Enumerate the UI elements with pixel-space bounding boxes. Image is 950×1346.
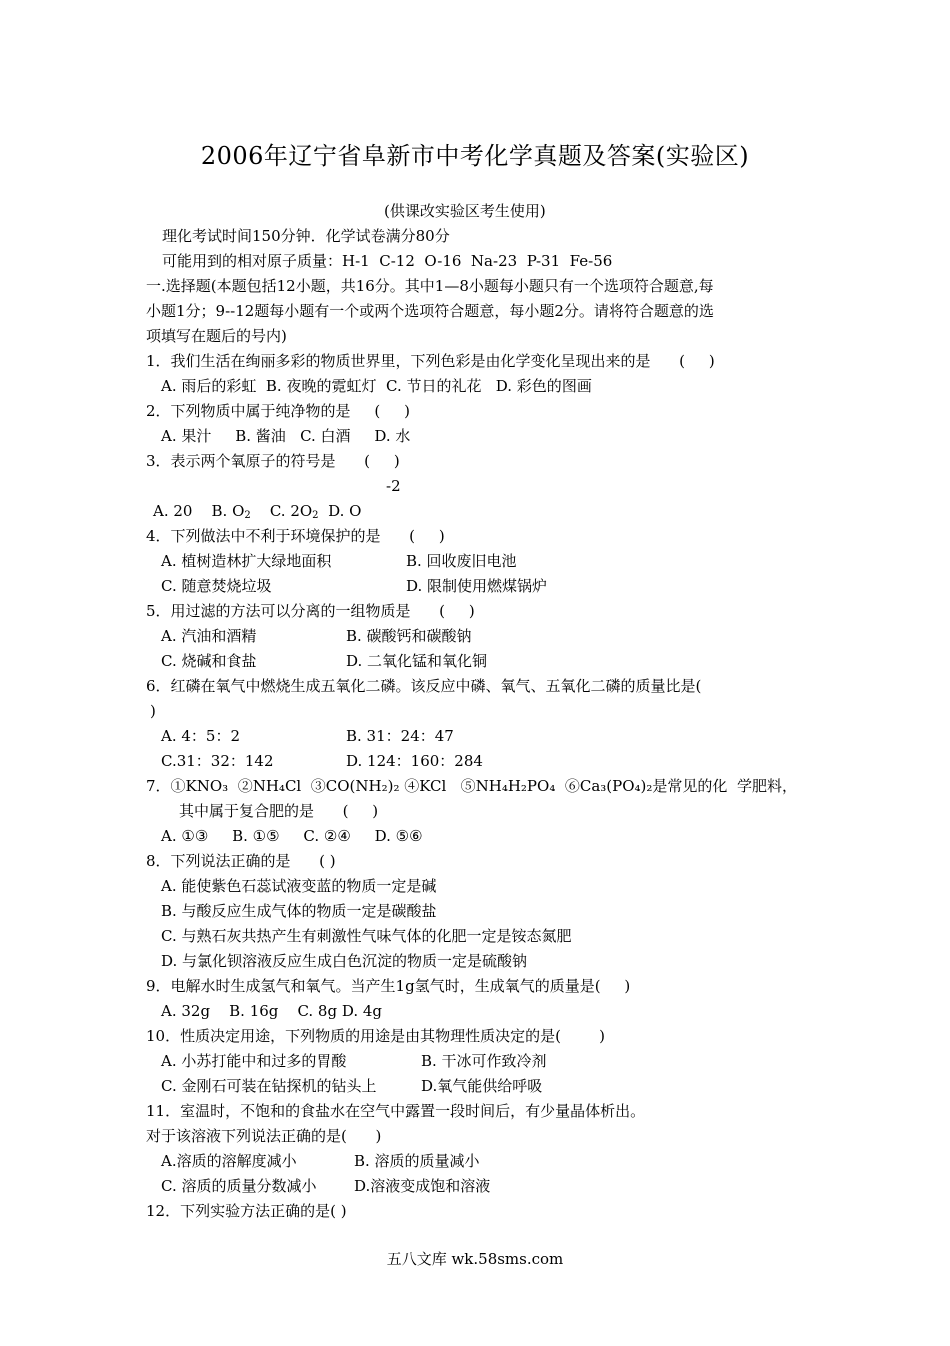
subtitle: (供课改实验区考生使用) xyxy=(384,202,546,220)
question-3-options: A. 20 B. $O_2$ C. $2O_2$ D. O xyxy=(153,502,362,521)
question-4-option-d: D. 限制使用燃煤锅炉 xyxy=(406,577,548,595)
question-11-option-a: A.溶质的溶解度减小 xyxy=(161,1152,297,1170)
question-6-option-d: D. 124：160：284 xyxy=(346,752,483,770)
question-5-stem: 5．用过滤的方法可以分离的一组物质是 ( ) xyxy=(146,602,475,620)
question-8-option-b: B. 与酸反应生成气体的物质一定是碳酸盐 xyxy=(161,902,437,920)
question-4-option-c: C. 随意焚烧垃圾 xyxy=(161,577,272,595)
question-6-option-a: A. 4：5：2 xyxy=(161,727,240,745)
question-9-options: A. 32g B. 16g C. 8g D. 4g xyxy=(161,1002,383,1020)
question-5-option-b: B. 碳酸钙和碳酸钠 xyxy=(346,627,472,645)
question-4-option-a: A. 植树造林扩大绿地面积 xyxy=(161,552,332,570)
section-heading-line-2: 小题1分；9--12题每小题有一个或两个选项符合题意，每小题2分。请将符合题意的选 xyxy=(146,302,714,320)
footer-watermark: 五八文库 wk.58sms.com xyxy=(386,1250,564,1268)
question-11-option-d: D.溶液变成饱和溶液 xyxy=(354,1177,491,1195)
question-8-option-a: A. 能使紫色石蕊试液变蓝的物质一定是碱 xyxy=(161,877,437,895)
question-3-stem: 3．表示两个氧原子的符号是 ( ) xyxy=(146,452,400,470)
question-5-option-d: D. 二氧化锰和氧化铜 xyxy=(346,652,488,670)
question-4-option-b: B. 回收废旧电池 xyxy=(406,552,517,570)
question-1-options: A. 雨后的彩虹 B. 夜晚的霓虹灯 C. 节日的礼花 D. 彩色的图画 xyxy=(161,377,592,395)
question-2-stem: 2．下列物质中属于纯净物的是 ( ) xyxy=(146,402,410,420)
question-11-option-c: C. 溶质的质量分数减小 xyxy=(161,1177,317,1195)
question-7-options: A. ①③ B. ①⑤ C. ②④ D. ⑤⑥ xyxy=(161,827,423,845)
section-heading-line-3: 项填写在题后的号内) xyxy=(146,327,287,345)
question-1-stem: 1．我们生活在绚丽多彩的物质世界里，下列色彩是由化学变化呈现出来的是 ( ) xyxy=(146,352,715,370)
question-10-option-d: D.氧气能供给呼吸 xyxy=(421,1077,543,1095)
question-10-option-a: A. 小苏打能中和过多的胃酸 xyxy=(161,1052,347,1070)
document-title: 2006年辽宁省阜新市中考化学真题及答案(实验区) xyxy=(200,142,750,170)
question-9-stem: 9．电解水时生成氢气和氧气。当产生1g氢气时，生成氧气的质量是( ) xyxy=(146,977,631,995)
question-3-superscript: -2 xyxy=(386,477,401,495)
question-8-option-c: C. 与熟石灰共热产生有刺激性气味气体的化肥一定是铵态氮肥 xyxy=(161,927,572,945)
question-11-stem-line-2: 对于该溶液下列说法正确的是( ) xyxy=(146,1127,382,1145)
question-10-option-c: C. 金刚石可装在钻探机的钻头上 xyxy=(161,1077,377,1095)
question-7-stem-line-1: 7．①KNO₃ ②NH₄Cl ③CO(NH₂)₂ ④KCl ⑤NH₄H₂PO₄ ⑥Ca₃(PO₄)₂是常见的化 学肥料， xyxy=(146,777,797,795)
question-11-stem-line-1: 11．室温时，不饱和的食盐水在空气中露置一段时间后，有少量晶体析出。 xyxy=(146,1102,646,1120)
question-2-options: A. 果汁 B. 酱油 C. 白酒 D. 水 xyxy=(161,427,411,445)
question-6-option-c: C.31：32：142 xyxy=(161,752,274,770)
question-4-stem: 4．下列做法中不利于环境保护的是 ( ) xyxy=(146,527,445,545)
question-10-option-b: B. 干冰可作致冷剂 xyxy=(421,1052,547,1070)
question-8-stem: 8．下列说法正确的是 ( ) xyxy=(146,852,336,870)
atomic-masses-line: 可能用到的相对原子质量：H-1 C-12 O-16 Na-23 P-31 Fe-56 xyxy=(162,252,613,270)
section-heading-line-1: 一.选择题(本题包括12小题，共16分。其中1—8小题每小题只有一个选项符合题意,每 xyxy=(146,277,714,295)
question-6-stem-line-1: 6．红磷在氧气中燃烧生成五氧化二磷。该反应中磷、氧气、五氧化二磷的质量比是( xyxy=(146,677,702,695)
question-5-option-c: C. 烧碱和食盐 xyxy=(161,652,257,670)
question-6-stem-line-2: ) xyxy=(150,702,156,720)
question-7-stem-line-2: 其中属于复合肥的是 ( ) xyxy=(179,802,379,820)
question-10-stem: 10．性质决定用途，下列物质的用途是由其物理性质决定的是( ) xyxy=(146,1027,605,1045)
question-11-option-b: B. 溶质的质量减小 xyxy=(354,1152,480,1170)
exam-time-line: 理化考试时间150分钟．化学试卷满分80分 xyxy=(162,227,450,245)
question-5-option-a: A. 汽油和酒精 xyxy=(161,627,257,645)
question-8-option-d: D. 与氯化钡溶液反应生成白色沉淀的物质一定是硫酸钠 xyxy=(161,952,528,970)
question-6-option-b: B. 31：24：47 xyxy=(346,727,454,745)
question-12-stem: 12．下列实验方法正确的是( ) xyxy=(146,1202,347,1220)
